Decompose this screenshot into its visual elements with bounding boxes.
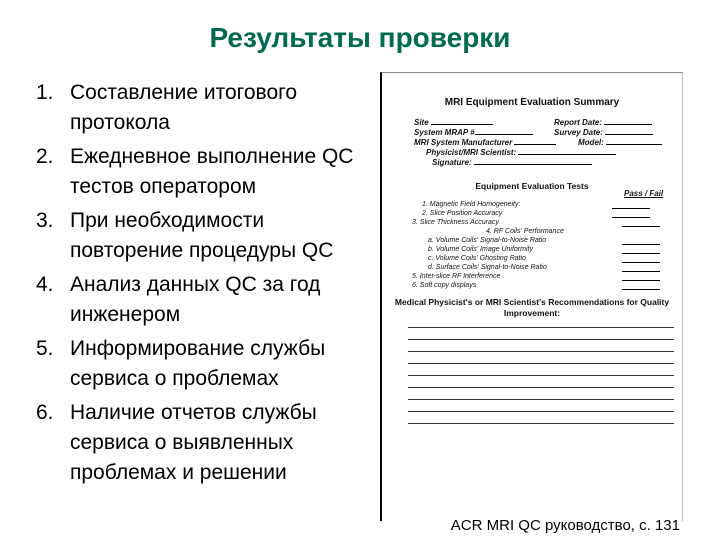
source-caption: ACR MRI QC руководство, с. 131: [450, 517, 680, 534]
recommendation-line: [408, 423, 674, 424]
test-item: 4. RF Coils' Performance: [486, 228, 564, 235]
pass-fail-blank: [622, 226, 660, 227]
report-date-field: Report Date:: [554, 117, 652, 127]
system-mrap-field: System MRAP #: [414, 127, 533, 137]
item-text: Анализ данных QC за год инженером: [70, 273, 321, 326]
test-item: 1. Magnetic Field Homogeneity:: [422, 201, 521, 208]
test-item: b. Volume Coils' Image Uniformity: [428, 246, 533, 253]
item-number: 6.: [36, 401, 54, 424]
recommendation-line: [408, 387, 674, 388]
test-item: c. Volume Coils' Ghosting Ratio: [428, 255, 526, 262]
pass-fail-blank: [622, 244, 660, 245]
recommendation-line: [408, 351, 674, 352]
item-number: 1.: [36, 81, 54, 104]
slide-title: Результаты проверки: [209, 22, 511, 53]
item-number: 2.: [36, 145, 54, 168]
list-item: [36, 334, 381, 394]
test-item: 3. Slice Thickness Accuracy: [412, 219, 499, 226]
recommendation-line: [408, 327, 674, 328]
list-item: [36, 206, 381, 266]
physicist-field: Physicist/MRI Scientist:: [426, 147, 616, 157]
test-item: d. Surface Coils' Signal-to-Noise Ratio: [428, 264, 547, 271]
pass-fail-blank: [612, 208, 650, 209]
recommendation-line: [408, 363, 674, 364]
item-text: Ежедневное выполнение QC тестов оператором: [70, 145, 354, 198]
test-item: 6. Soft copy displays: [412, 282, 477, 289]
list-item: [36, 78, 381, 138]
pass-fail-blank: [622, 289, 660, 290]
pass-fail-blank: [622, 271, 660, 272]
item-text: Наличие отчетов службы сервиса о выявленных проблемах и решении: [70, 401, 317, 484]
recommendations-heading: Medical Physicist's or MRI Scientist's Recommendations for Quality Improvement:: [394, 297, 670, 318]
item-number: 4.: [36, 273, 54, 296]
item-text: Составление итогового протокола: [70, 81, 298, 134]
form-title: MRI Equipment Evaluation Summary: [444, 97, 620, 108]
list-item: [36, 142, 381, 202]
list-item: [36, 270, 381, 330]
item-number: 3.: [36, 209, 54, 232]
test-item: 5. Inter-slice RF Interference: [412, 273, 501, 280]
steps-list: [36, 78, 381, 492]
tests-title: Equipment Evaluation Tests: [475, 181, 589, 191]
item-number: 5.: [36, 337, 54, 360]
test-item: a. Volume Coils' Signal-to-Noise Ratio: [428, 237, 547, 244]
site-field: Site: [414, 117, 493, 127]
item-text: Информирование службы сервиса о проблемах: [70, 337, 326, 390]
pass-fail-blank: [622, 253, 660, 254]
pass-fail-blank: [622, 280, 660, 281]
model-field: Model:: [578, 137, 662, 147]
evaluation-form-image: [380, 72, 683, 521]
recommendation-line: [408, 375, 674, 376]
recommendation-line: [408, 411, 674, 412]
item-text: При необходимости повторение процедуры QC: [70, 209, 334, 262]
survey-date-field: Survey Date:: [554, 127, 653, 137]
manufacturer-field: MRI System Manufacturer: [414, 137, 556, 147]
pass-fail-header: Pass / Fail: [624, 189, 664, 198]
pass-fail-blank: [622, 262, 660, 263]
list-item: [36, 398, 381, 488]
signature-field: Signature:: [432, 157, 592, 167]
test-item: 2. Slice Position Accuracy: [422, 210, 503, 217]
recommendation-line: [408, 339, 674, 340]
pass-fail-blank: [612, 217, 650, 218]
recommendation-line: [408, 399, 674, 400]
